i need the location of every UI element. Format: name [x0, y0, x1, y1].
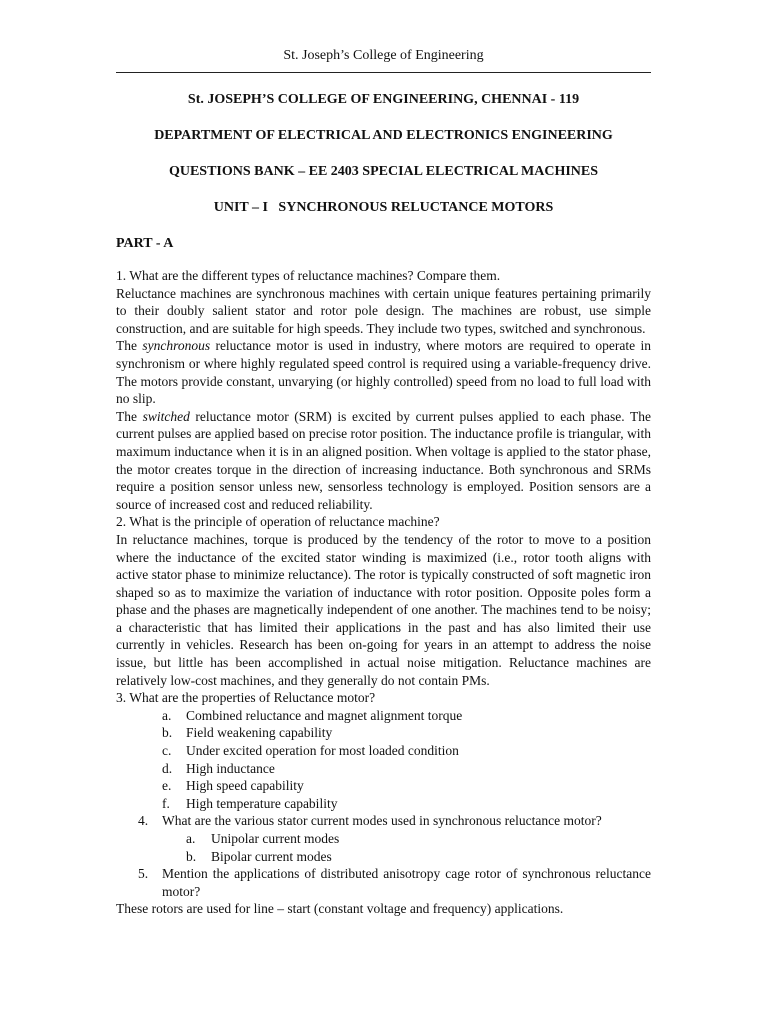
- part-heading: PART - A: [116, 236, 174, 251]
- text-run: The: [116, 408, 143, 424]
- properties-list: [116, 707, 651, 813]
- question-3: 3. What are the properties of Reluctance motor?: [116, 690, 376, 706]
- list-marker: f.: [162, 795, 170, 811]
- question-bank-title: QUESTIONS BANK – EE 2403 SPECIAL ELECTRICAL MACHINES: [168, 164, 599, 179]
- list-item: [116, 830, 651, 848]
- list-item-text: High inductance: [186, 760, 275, 776]
- question-1: 1. What are the different types of reluctance machines? Compare them.: [116, 268, 501, 283]
- list-item: [116, 707, 651, 725]
- list-item-text: Combined reluctance and magnet alignment torque: [186, 707, 463, 723]
- answer-5: These rotors are used for line – start (constant voltage and frequency) applications.: [116, 901, 564, 917]
- text-run: reluctance motor is used in industry, where motors are required to operate in synchronism or where highly regulated speed control is required using a variable-frequency drive. The motors provide constant, unvarying (or highly controlled) speed from no load to full load with no slip.: [116, 338, 651, 407]
- list-marker: a.: [162, 707, 172, 723]
- list-marker: a.: [186, 831, 196, 846]
- text-run: The: [116, 338, 143, 354]
- list-item-text: Field weakening capability: [186, 725, 333, 741]
- list-item: [116, 795, 651, 813]
- question-text: What are the various stator current modes used in synchronous reluctance motor?: [162, 813, 602, 829]
- list-item: [116, 724, 651, 742]
- list-item-text: Under excited operation for most loaded condition: [186, 743, 459, 759]
- list-marker: e.: [162, 778, 172, 794]
- department-title: DEPARTMENT OF ELECTRICAL AND ELECTRONICS ENGINEERING: [154, 128, 613, 143]
- question-number: 4.: [138, 813, 149, 829]
- header-rule: [116, 72, 651, 73]
- list-item-text: Unipolar current modes: [211, 831, 340, 846]
- list-item-text: High speed capability: [186, 778, 304, 794]
- list-item: [116, 848, 651, 866]
- answer-1-paragraph-1: Reluctance machines are synchronous machines with certain unique features pertaining primarily to their doubly salient stator and rotor pole design. The machines are robust, use simple construction, and are suitable for high speeds. They include two types, switched and synchronous.: [116, 285, 651, 336]
- text-run: reluctance motor (SRM) is excited by current pulses applied to each phase. The current pulses are applied based on precise rotor position. The inductance profile is triangular, with maximum inductance when it is in an aligned position. When voltage is applied to the stator phase, the motor creates torque in the direction of increasing inductance. Both synchronous and SRMs require a position sensor unless new, sensorless technology is employed. Position sensors are a source of increased cost and reduced reliability.: [116, 408, 651, 512]
- answer-1-paragraph-3: [116, 408, 651, 514]
- list-item-text: Bipolar current modes: [211, 848, 332, 864]
- list-marker: b.: [186, 848, 197, 864]
- list-item: [116, 760, 651, 778]
- list-marker: c.: [162, 743, 172, 759]
- list-marker: b.: [162, 725, 173, 741]
- college-title: St. JOSEPH’S COLLEGE OF ENGINEERING, CHENNAI - 119: [187, 92, 580, 107]
- question-4: [116, 812, 651, 830]
- document-body: [116, 267, 651, 918]
- answer-1-paragraph-2: [116, 337, 651, 407]
- current-modes-list: [116, 830, 651, 865]
- list-item-text: High temperature capability: [186, 795, 338, 811]
- unit-title: UNIT – I SYNCHRONOUS RELUCTANCE MOTORS: [213, 200, 554, 215]
- list-item: [116, 742, 651, 760]
- italic-term: synchronous: [142, 338, 211, 354]
- question-text: Mention the applications of distributed anisotropy cage rotor of synchronous reluctance motor?: [162, 866, 651, 899]
- question-number: 5.: [138, 866, 149, 882]
- question-5: [116, 865, 651, 900]
- list-item: [116, 777, 651, 795]
- italic-term: switched: [142, 408, 190, 424]
- question-2: 2. What is the principle of operation of reluctance machine?: [116, 514, 440, 530]
- list-marker: d.: [162, 760, 173, 776]
- running-header: St. Joseph’s College of Engineering: [283, 48, 484, 63]
- answer-2-paragraph-1: In reluctance machines, torque is produced by the tendency of the rotor to move to a position where the inductance of the excited stator winding is maximized (i.e., rotor tooth aligns with active stator phase to minimize reluctance). The rotor is typically constructed of soft magnetic iron shaped so as to maximize the variation of inductance with rotor position. Opposite poles form a phase and the phases are magnetically independent of one another. The machines tend to be noisy; a characteristic that has limited their applications in the past and has also limited their use currently in vehicles. Research has been on-going for years in an attempt to address the noise issue, but little has been accomplished in actual noise mitigation. Reluctance machines are relatively low-cost machines, and they generally do not contain PMs.: [116, 531, 651, 688]
